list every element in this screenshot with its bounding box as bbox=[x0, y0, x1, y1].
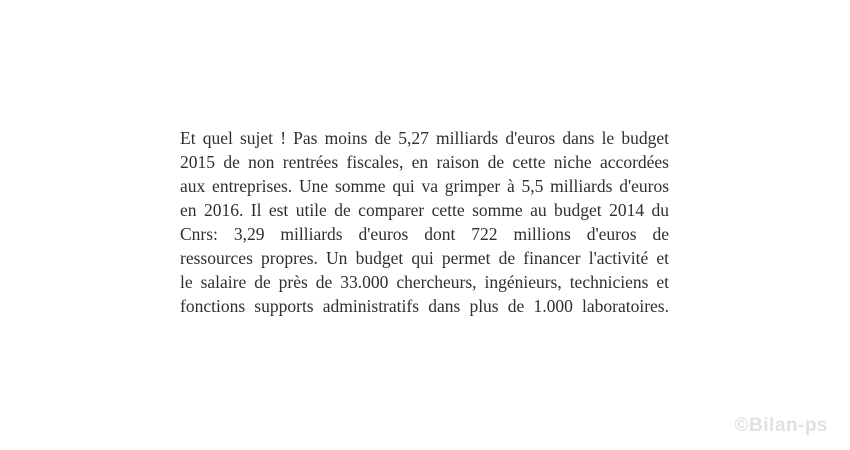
text-line: ressources propres. Un budget qui permet de financer l'activité et bbox=[180, 248, 669, 268]
text-line: en 2016. Il est utile de comparer cette somme au budget 2014 du bbox=[180, 200, 669, 220]
text-line: Cnrs: 3,29 milliards d'euros dont 722 millions d'euros de bbox=[180, 224, 669, 244]
watermark: ©Bilan-ps bbox=[734, 415, 828, 436]
text-line: fonctions supports administratifs dans plus de 1.000 laboratoires. bbox=[180, 296, 669, 316]
text-line: le salaire de près de 33.000 chercheurs, ingénieurs, techniciens et bbox=[180, 272, 669, 292]
text-line: Et quel sujet ! Pas moins de 5,27 milliards d'euros dans le budget bbox=[180, 128, 669, 148]
text-line: 2015 de non rentrées fiscales, en raison de cette niche accordées bbox=[180, 152, 669, 172]
article-paragraph bbox=[180, 126, 669, 318]
text-line: aux entreprises. Une somme qui va grimper à 5,5 milliards d'euros bbox=[180, 176, 669, 196]
